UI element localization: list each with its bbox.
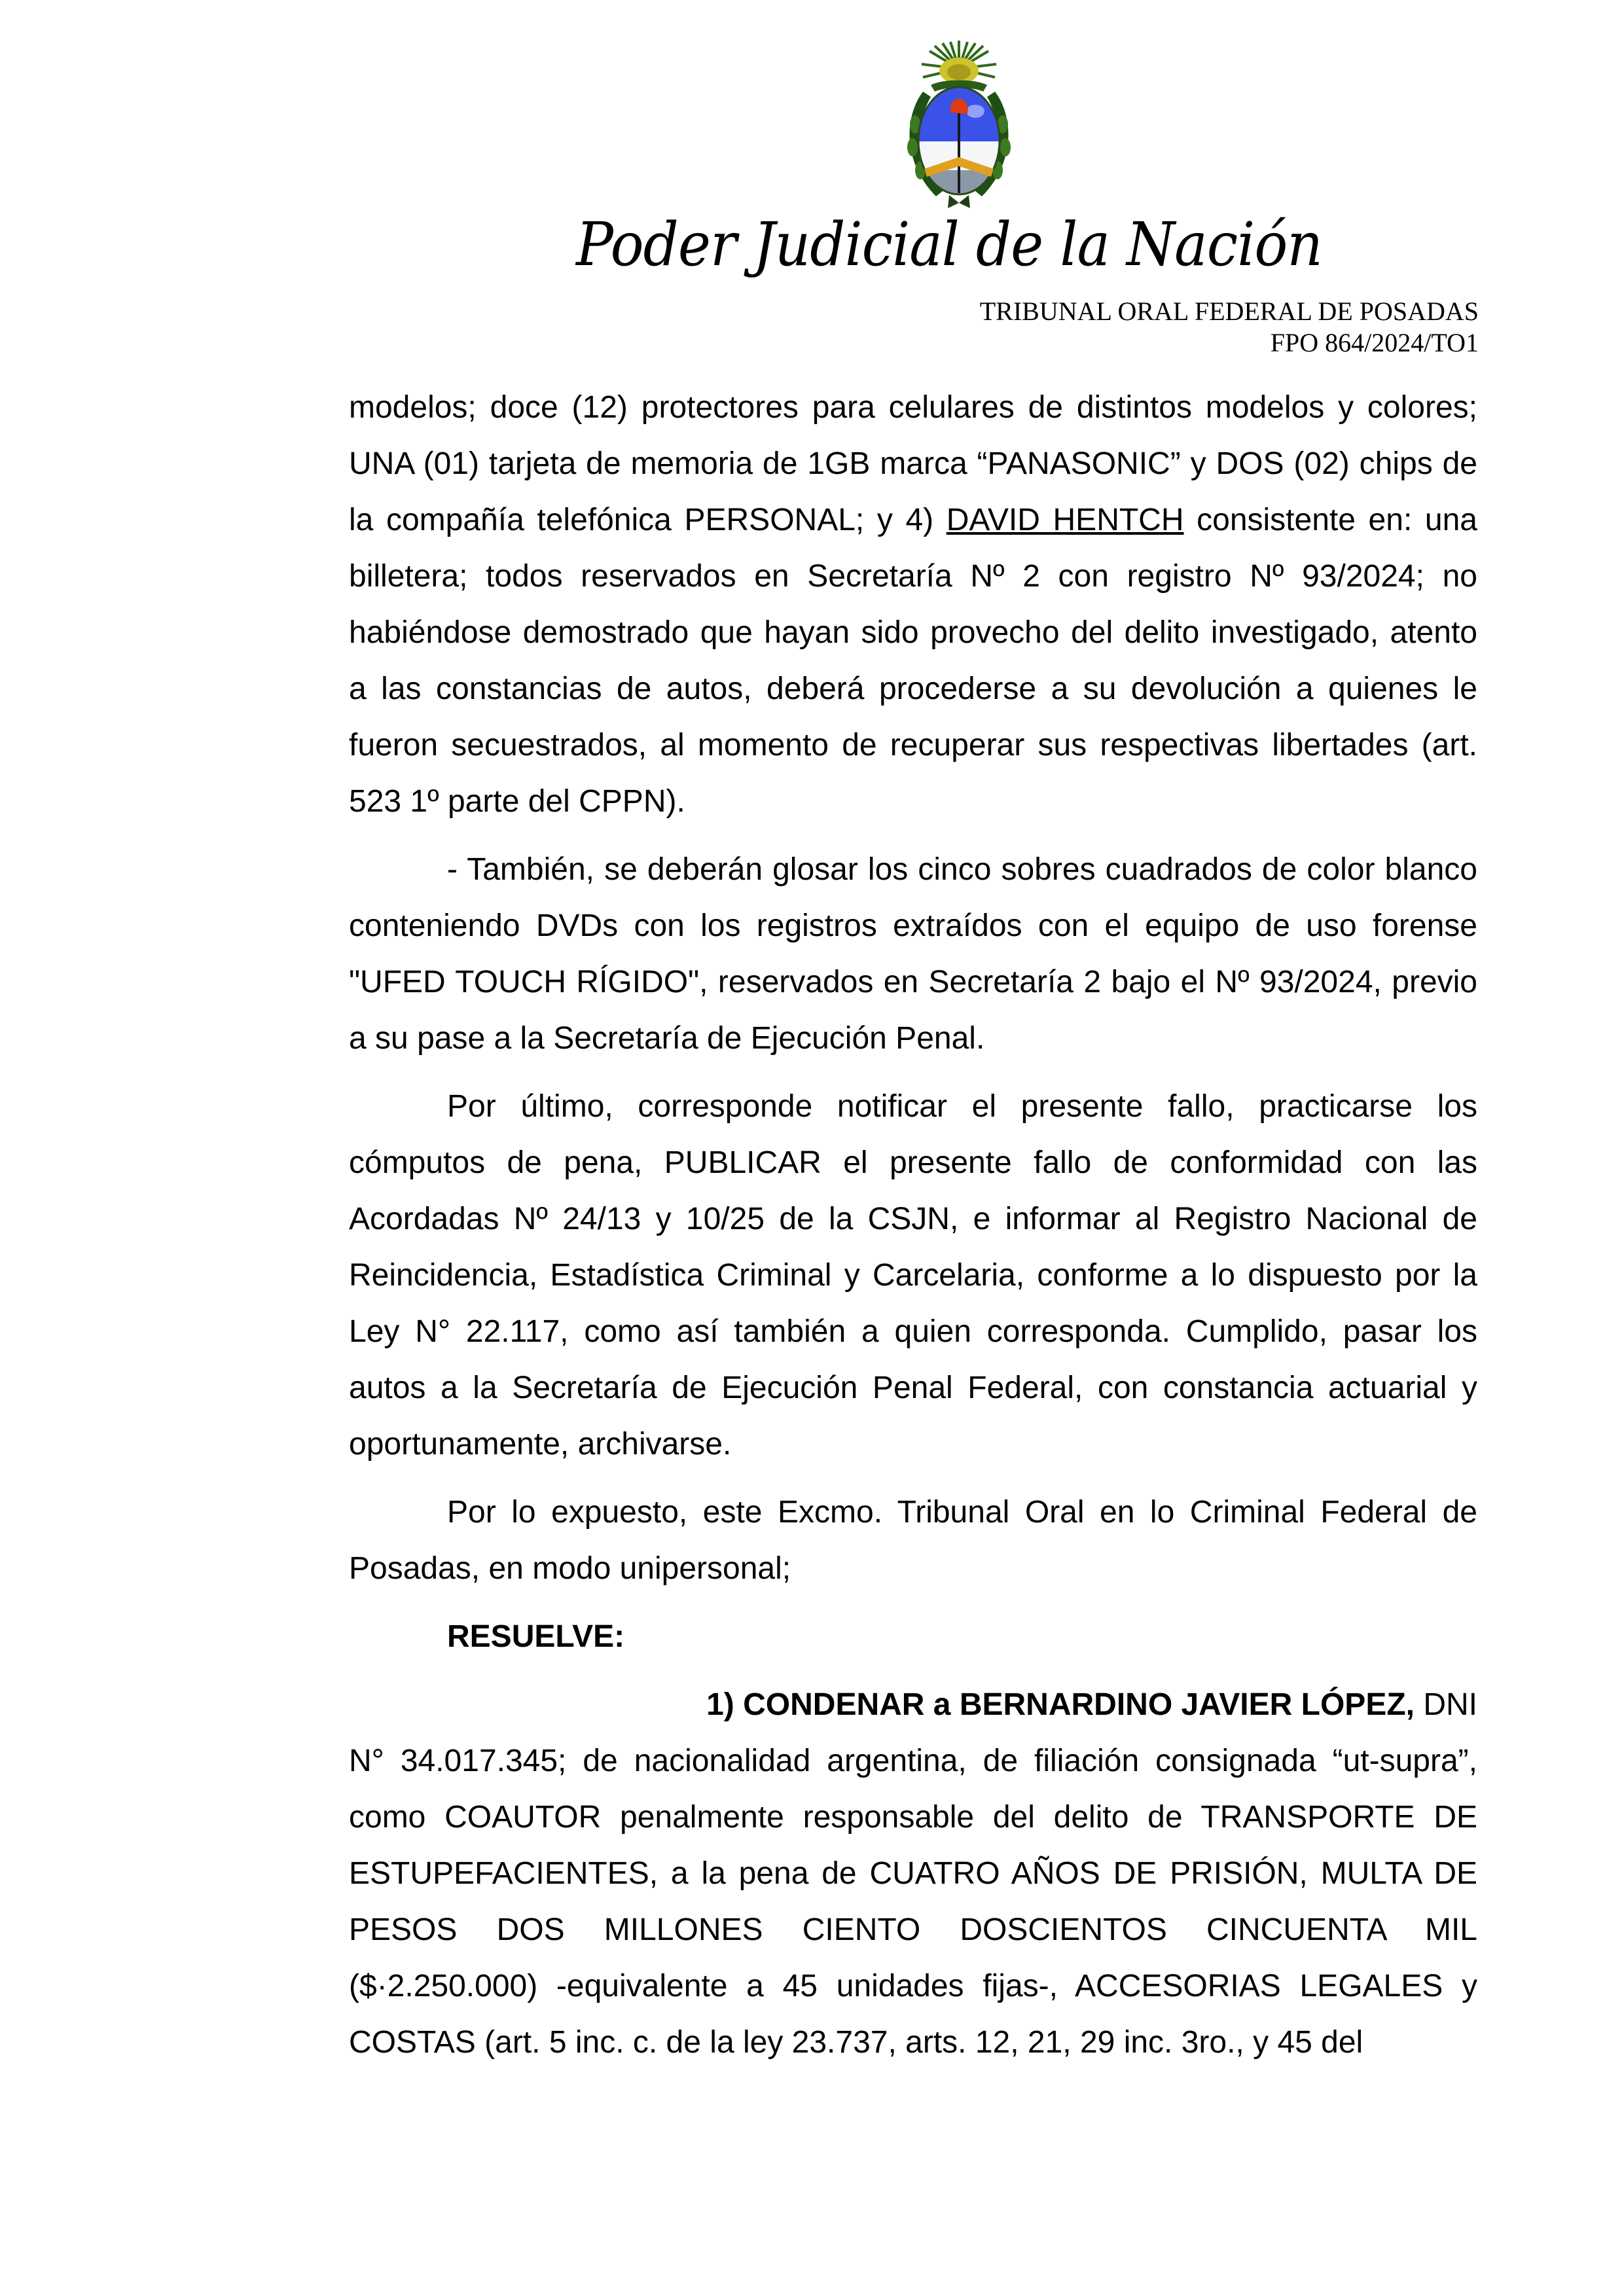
page-header	[0, 0, 1624, 367]
institution-title: Poder Judicial de la Nación	[576, 209, 1322, 279]
case-number: FPO 864/2024/TO1	[1270, 328, 1479, 357]
paragraph-seized-items	[349, 380, 1477, 830]
paragraph-tribunal: Por lo expuesto, este Excmo. Tribunal Oral en lo Criminal Federal de Posadas, en modo unipersonal;	[349, 1495, 1477, 1586]
court-name: TRIBUNAL ORAL FEDERAL DE POSADAS	[979, 296, 1479, 326]
document-body	[349, 380, 1477, 2083]
sun-icon	[922, 41, 996, 84]
sentence-lead: 1) CONDENAR a BERNARDINO JAVIER LÓPEZ,	[706, 1687, 1415, 1722]
underlined-name: DAVID HENTCH	[946, 503, 1184, 537]
paragraph-notification: Por último, corresponde notificar el presente fallo, practicarse los cómputos de pena, PUBLICAR el presente fallo de conformidad con las Acordadas Nº 24/13 y 10/25 de la CSJN, e informar al Registro Nacional de Reincidencia, Estadística Criminal y Carcelaria, conforme a lo dispuesto por la Ley N° 22.117, como así también a quien corresponda. Cumplido, pasar los autos a la Secretaría de Ejecución Penal Federal, con constancia actuarial y oportunamente, archivarse.	[349, 1089, 1477, 1462]
paragraph-dvds: - También, se deberán glosar los cinco sobres cuadrados de color blanco conteniendo DVDs con los registros extraídos con el equipo de uso forense "UFED TOUCH RÍGIDO", reservados en Secretaría 2 bajo el Nº 93/2024, previo a su pase a la Secretaría de Ejecución Penal.	[349, 852, 1477, 1056]
paragraph-text: consistente en: una billetera; todos reservados en Secretaría Nº 2 con registro Nº 93/2024; no habiéndose demostrado que hayan sido provecho del delito investigado, atento a las constancias de autos, deberá procederse a su devolución a quienes le fueron secuestrados, al momento de recuperar sus respectivas libertades (art. 523 1º parte del CPPN).	[349, 503, 1477, 819]
paragraph-text: modelos; doce (12) protectores para celulares de distintos modelos y colores; UNA (01) tarjeta de memoria de 1GB marca “PANASONIC” y DOS (02) chips de la compañía telefónica PERSONAL; y 4)	[349, 390, 1477, 537]
resolution-item-1-text: N° 34.017.345; de nacionalidad argentina, de filiación consignada “ut-supra”, como COAUTOR penalmente responsable del delito de TRANSPORTE DE ESTUPEFACIENTES, a la pena de CUATRO AÑOS DE PRISIÓN, MULTA DE PESOS DOS MILLONES CIENTO DOSCIENTOS CINCUENTA MIL ($·2.250.000) -equivalente a 45 unidades fijas-, ACCESORIAS LEGALES y COSTAS (art. 5 inc. c. de la ley 23.737, arts. 12, 21, 29 inc. 3ro., y 45 del	[349, 1744, 1477, 2060]
resolution-item-1-lead	[349, 1677, 1477, 1733]
argentina-coat-of-arms-icon	[897, 39, 1021, 216]
resolve-heading: RESUELVE:	[447, 1619, 625, 1654]
sentence-lead-rest: DNI	[1415, 1687, 1477, 1722]
